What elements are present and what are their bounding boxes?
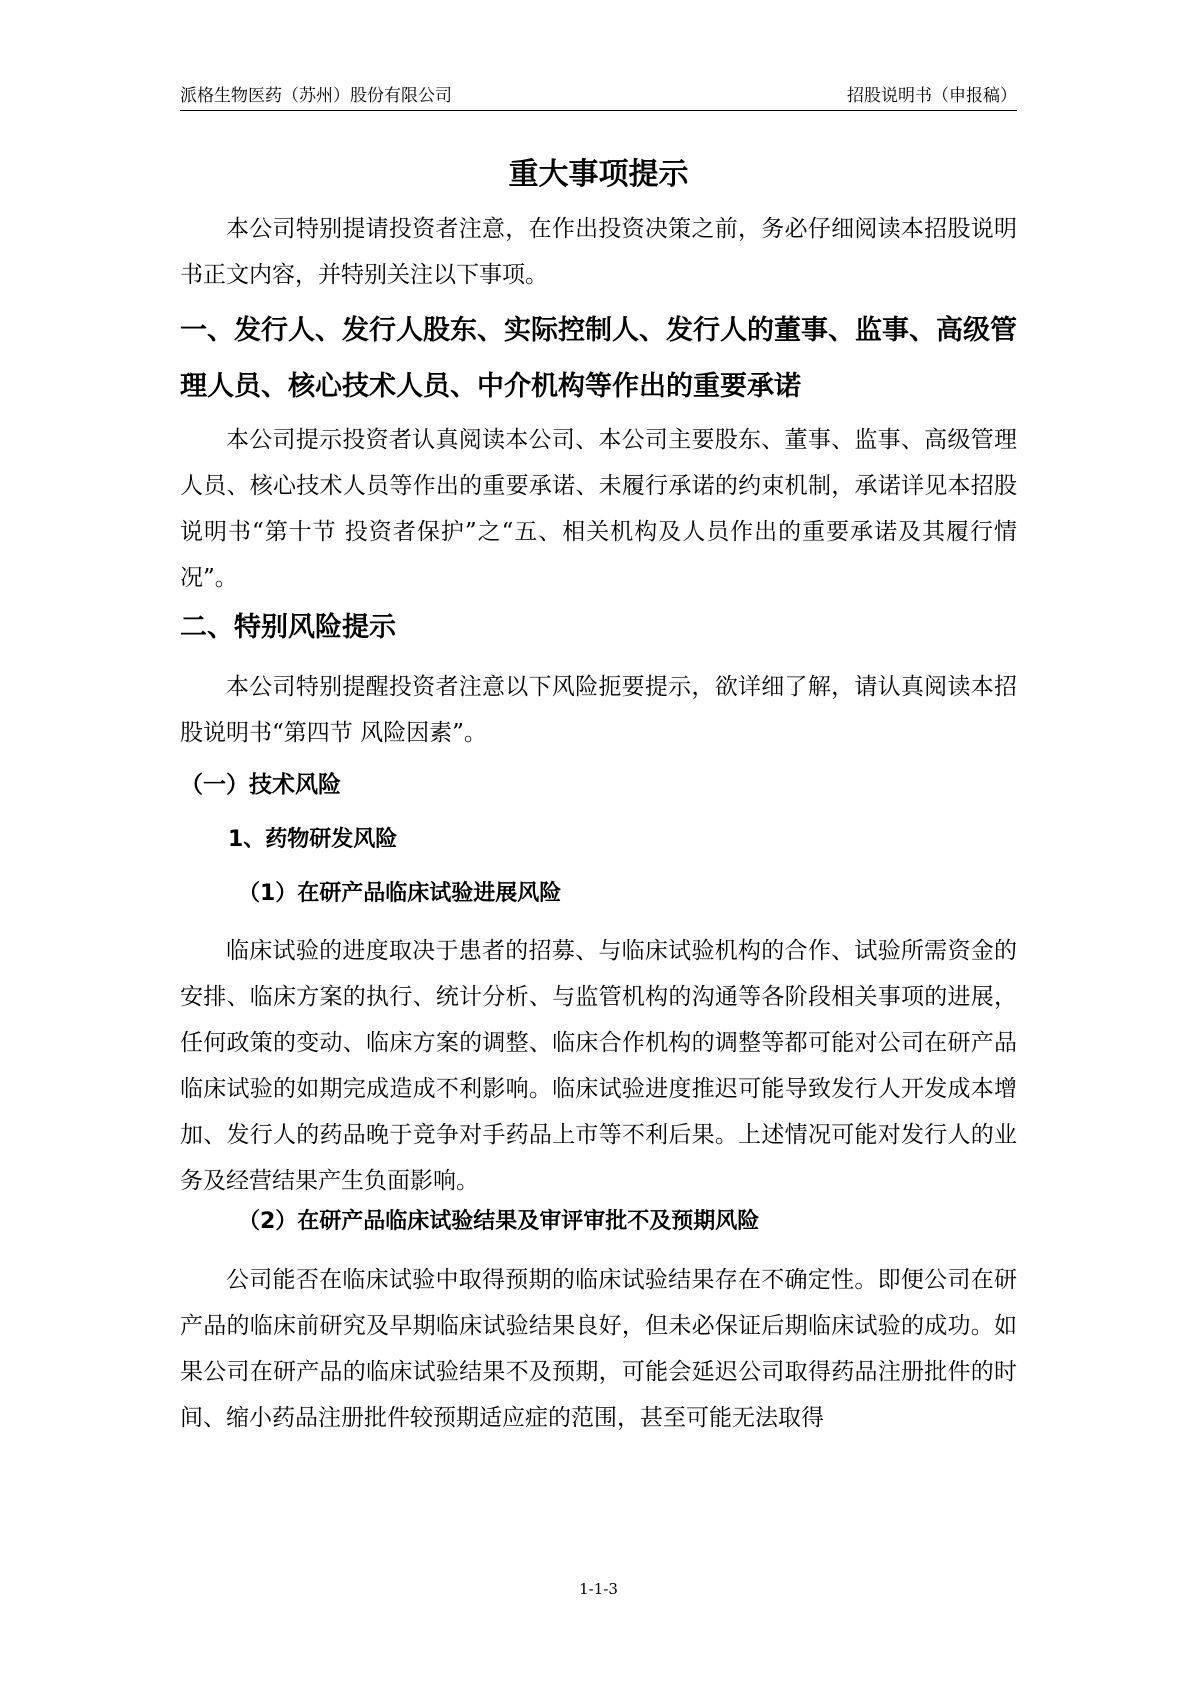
header-document-type: 招股说明书（申报稿） bbox=[847, 86, 1017, 106]
intro-paragraph: 本公司特别提请投资者注意，在作出投资决策之前，务必仔细阅读本招股说明书正文内容，并特别关注以下事项。 bbox=[180, 216, 1017, 288]
section1-heading: 一、发行人、发行人股东、实际控制人、发行人的董事、监事、高级管理人员、核心技术人员、中介机构等作出的重要承诺 bbox=[180, 315, 1017, 402]
item-drug-rd-risk-heading: 1、药物研发风险 bbox=[228, 827, 398, 852]
section2-heading: 二、特别风险提示 bbox=[180, 612, 396, 643]
page-number: 1-1-3 bbox=[579, 1580, 618, 1598]
section2-body: 本公司特别提醒投资者注意以下风险扼要提示，欲详细了解，请认真阅读本招股说明书“第四节 风险因素”。 bbox=[180, 674, 1017, 746]
subsection-technical-risk-heading: （一）技术风险 bbox=[180, 772, 341, 798]
clinical-result-risk-body: 公司能否在临床试验中取得预期的临床试验结果存在不确定性。即便公司在研产品的临床前研究及早期临床试验结果良好，但未必保证后期临床试验的成功。如果公司在研产品的临床试验结果不及预期，可能会延迟公司取得药品注册批件的时间、缩小药品注册批件较预期适应症的范围，甚至可能无法取得 bbox=[180, 1267, 1017, 1431]
page-header bbox=[180, 82, 1017, 111]
clinical-progress-risk-body: 临床试验的进度取决于患者的招募、与临床试验机构的合作、试验所需资金的安排、临床方案的执行、统计分析、与监管机构的沟通等各阶段相关事项的进展，任何政策的变动、临床方案的调整、临床合作机构的调整等都可能对公司在研产品临床试验的如期完成造成不利影响。临床试验进度推迟可能导致发行人开发成本增加、发行人的药品晚于竞争对手药品上市等不利后果。上述情况可能对发行人的业务及经营结果产生负面影响。 bbox=[180, 938, 1017, 1194]
clinical-progress-risk-heading: （1）在研产品临床试验进展风险 bbox=[238, 881, 562, 906]
header-company-name: 派格生物医药（苏州）股份有限公司 bbox=[180, 86, 452, 106]
page-title: 重大事项提示 bbox=[508, 157, 689, 192]
section1-body: 本公司提示投资者认真阅读本公司、本公司主要股东、董事、监事、高级管理人员、核心技术人员等作出的重要承诺、未履行承诺的约束机制，承诺详见本招股说明书“第十节 投资者保护”之“五、相关机构及人员作出的重要承诺及其履行情况”。 bbox=[180, 427, 1017, 591]
clinical-result-risk-heading: （2）在研产品临床试验结果及审评审批不及预期风险 bbox=[238, 1209, 760, 1234]
